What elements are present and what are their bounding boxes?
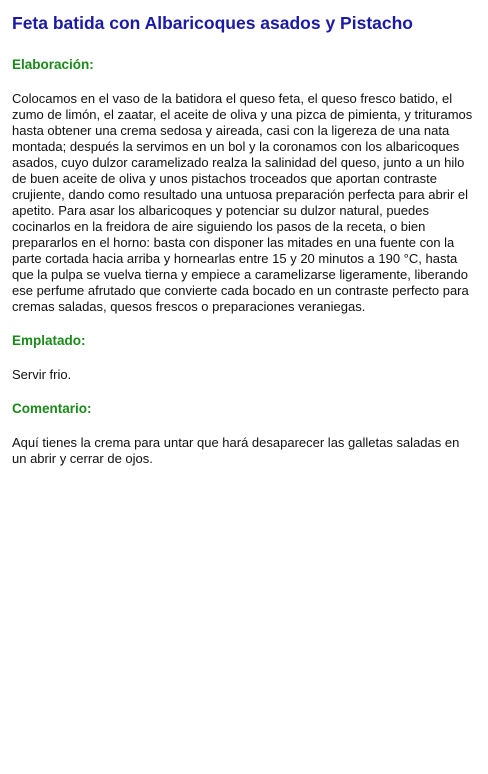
elaboracion-section [12,57,476,315]
recipe-page [0,13,488,467]
comentario-heading: Comentario: [12,401,92,416]
elaboracion-text: Colocamos en el vaso de la batidora el queso feta, el queso fresco batido, el zumo de limón, el zaatar, el aceite de oliva y una pizca de pimienta, y trituramos hasta obtener una crema sedosa y aireada, casi con la ligereza de una nata montada; después la servimos en un bol y la coronamos con los albaricoques asados, cuyo dulzor caramelizado realza la salinidad del queso, junto a un hilo de buen aceite de oliva y unos pistachos troceados que aportan contraste crujiente, dando como resultado una untuosa preparación perfecta para abrir el apetito. Para asar los albaricoques y potenciar su dulzor natural, puedes cocinarlos en la freidora de aire siguiendo los pasos de la receta, o bien prepararlos en el horno: basta con disponer las mitades en una fuente con la parte cortada hacia arriba y hornearlas entre 15 y 20 minutos a 190 °C, hasta que la pulpa se vuelva tierna y empiece a caramelizarse ligeramente, liberando ese perfume afrutado que convierte cada bocado en un contraste perfecto para cremas saladas, quesos frescos o preparaciones veraniegas. [12,91,473,314]
comentario-section [12,401,476,467]
comentario-text: Aquí tienes la crema para untar que hará desaparecer las galletas saladas en un abrir y cerrar de ojos. [12,435,460,466]
emplatado-heading: Emplatado: [12,333,86,348]
elaboracion-heading: Elaboración: [12,57,94,72]
emplatado-section [12,333,476,383]
emplatado-text: Servir frio. [12,367,72,382]
recipe-title: Feta batida con Albaricoques asados y Pistacho [12,13,413,33]
